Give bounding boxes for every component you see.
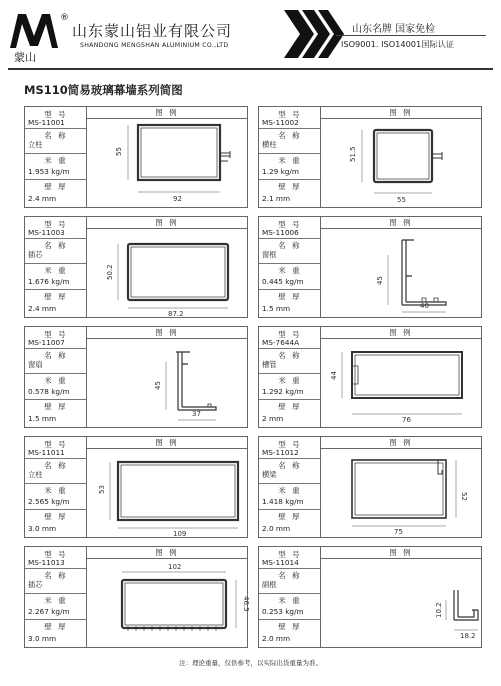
wall-label: 壁 厚: [278, 402, 302, 411]
logo-text: 蒙山: [14, 51, 36, 64]
weight-label: 米 重: [44, 376, 68, 385]
dim-height: 10.2: [435, 602, 443, 618]
name-label: 名 称: [278, 241, 302, 250]
weight-value: 0.253 kg/m: [262, 607, 304, 616]
model-label: 型 号: [278, 550, 302, 559]
row-divider: [25, 153, 87, 154]
dim-width: 109: [173, 530, 187, 538]
model-value: MS-11011: [28, 448, 65, 457]
dim-width: 102: [168, 563, 182, 571]
dim-height: 55: [115, 147, 123, 156]
weight-label: 米 重: [44, 266, 68, 275]
dim-width: 37: [192, 410, 201, 418]
wall-value: 2.1 mm: [262, 194, 291, 203]
dim-height: 53: [98, 485, 106, 494]
drawing-header: 图 例: [321, 217, 481, 229]
model-label: 型 号: [278, 330, 302, 339]
profile-drawing: [88, 340, 247, 427]
name-label: 名 称: [44, 461, 68, 470]
company-english-name: SHANDONG MENGSHAN ALUMINIUM CO.,LTD: [80, 42, 229, 49]
page-title: MS110简易玻璃幕墙系列简图: [24, 83, 183, 97]
wall-label: 壁 厚: [278, 512, 302, 521]
profile-card: [258, 436, 482, 538]
model-value: MS-11013: [28, 558, 65, 567]
chevron-icon: [284, 10, 344, 58]
weight-value: 0.578 kg/m: [28, 387, 70, 396]
wall-value: 3.0 mm: [28, 634, 57, 643]
name-label: 名 称: [44, 131, 68, 140]
model-label: 型 号: [44, 330, 68, 339]
drawing-header: 图 例: [321, 437, 481, 449]
name-value: 窗框: [262, 250, 277, 259]
row-divider: [259, 593, 321, 594]
row-divider: [25, 619, 87, 620]
wall-label: 壁 厚: [278, 182, 302, 191]
drawing-header: 图 例: [87, 547, 247, 559]
wall-value: 3.0 mm: [28, 524, 57, 533]
profile-card: [258, 546, 482, 648]
name-value: 插芯: [28, 250, 43, 259]
weight-label: 米 重: [278, 266, 302, 275]
drawing-header: 图 例: [321, 547, 481, 559]
row-divider: [25, 373, 87, 374]
weight-label: 米 重: [44, 486, 68, 495]
model-value: MS-11012: [262, 448, 299, 457]
name-value: 插芯: [28, 580, 43, 589]
wall-value: 1.5 mm: [262, 304, 291, 313]
wall-value: 2 mm: [262, 414, 284, 423]
brand-awards: 山东名牌 国家免检: [352, 24, 436, 35]
model-label: 型 号: [278, 220, 302, 229]
dim-height: 51.5: [349, 146, 357, 162]
model-value: MS-7644A: [262, 338, 300, 347]
model-value: MS-11003: [28, 228, 65, 237]
model-value: MS-11001: [28, 118, 65, 127]
dim-width: 92: [173, 195, 182, 203]
row-divider: [259, 128, 321, 129]
row-divider: [25, 348, 87, 349]
model-label: 型 号: [44, 550, 68, 559]
profile-info: [25, 437, 87, 537]
wall-label: 壁 厚: [44, 622, 68, 631]
weight-label: 米 重: [44, 596, 68, 605]
drawing-header: 图 例: [87, 217, 247, 229]
model-value: MS-11006: [262, 228, 299, 237]
drawing-header: 图 例: [87, 327, 247, 339]
row-divider: [259, 179, 321, 180]
profile-info: [25, 217, 87, 317]
profile-drawing: [88, 560, 250, 647]
row-divider: [25, 568, 87, 569]
row-divider: [25, 238, 87, 239]
name-value: 槽管: [262, 360, 277, 369]
row-divider: [259, 153, 321, 154]
weight-value: 1.29 kg/m: [262, 167, 299, 176]
drawing-header: 图 例: [87, 107, 247, 119]
profile-drawing: [322, 230, 481, 317]
wall-label: 壁 厚: [44, 292, 68, 301]
dim-height: 45: [154, 381, 162, 390]
dim-width: 87.2: [168, 310, 184, 318]
wall-label: 壁 厚: [278, 292, 302, 301]
weight-value: 2.267 kg/m: [28, 607, 70, 616]
weight-value: 1.676 kg/m: [28, 277, 70, 286]
profile-drawing: [88, 450, 247, 537]
row-divider: [259, 568, 321, 569]
model-value: MS-11014: [262, 558, 299, 567]
wall-label: 壁 厚: [44, 512, 68, 521]
row-divider: [259, 619, 321, 620]
weight-value: 0.445 kg/m: [262, 277, 304, 286]
brand-certification: ISO9001. ISO14001国际认证: [341, 39, 454, 49]
dim-height: 44: [330, 371, 338, 380]
row-divider: [25, 593, 87, 594]
wall-value: 2.0 mm: [262, 634, 291, 643]
wall-label: 壁 厚: [44, 402, 68, 411]
company-name: 山东蒙山铝业有限公司: [72, 22, 233, 40]
row-divider: [259, 483, 321, 484]
wall-value: 2.4 mm: [28, 194, 57, 203]
name-value: 立柱: [28, 140, 43, 149]
dim-width: 18.2: [460, 632, 476, 640]
profile-card: [24, 326, 248, 428]
page-header: [0, 0, 501, 70]
weight-value: 1.418 kg/m: [262, 497, 304, 506]
profile-drawing: [88, 230, 247, 317]
profile-info: [259, 547, 321, 647]
profile-info: [25, 327, 87, 427]
profile-info: [259, 107, 321, 207]
model-label: 型 号: [44, 220, 68, 229]
row-divider: [259, 458, 321, 459]
model-label: 型 号: [44, 110, 68, 119]
name-value: 窗扇: [28, 360, 43, 369]
header-rule: [8, 68, 493, 70]
name-label: 名 称: [278, 461, 302, 470]
profile-drawing: [322, 560, 481, 647]
name-label: 名 称: [44, 351, 68, 360]
profile-card: [24, 436, 248, 538]
weight-label: 米 重: [44, 156, 68, 165]
profile-info: [25, 107, 87, 207]
row-divider: [259, 509, 321, 510]
row-divider: [259, 373, 321, 374]
profile-card: [258, 326, 482, 428]
dim-height: 52: [460, 492, 468, 501]
name-label: 名 称: [278, 131, 302, 140]
row-divider: [25, 289, 87, 290]
dim-height: 46.5: [242, 596, 250, 612]
name-value: 副框: [262, 580, 277, 589]
weight-label: 米 重: [278, 596, 302, 605]
row-divider: [259, 263, 321, 264]
row-divider: [25, 483, 87, 484]
profile-info: [259, 327, 321, 427]
model-label: 型 号: [44, 440, 68, 449]
row-divider: [25, 399, 87, 400]
profile-drawing: [322, 340, 481, 427]
dim-height: 50.2: [106, 264, 114, 280]
row-divider: [25, 263, 87, 264]
profile-drawing: [322, 120, 481, 207]
drawing-header: 图 例: [87, 437, 247, 449]
profile-info: [25, 547, 87, 647]
row-divider: [259, 399, 321, 400]
profile-card: [24, 216, 248, 318]
row-divider: [25, 458, 87, 459]
row-divider: [259, 289, 321, 290]
dim-width: 55: [397, 196, 406, 204]
wall-value: 1.5 mm: [28, 414, 57, 423]
profile-drawing: [322, 450, 481, 537]
brand-divider: [336, 35, 486, 36]
weight-label: 米 重: [278, 156, 302, 165]
registered-mark: ®: [60, 13, 69, 23]
name-value: 横梁: [262, 470, 277, 479]
profile-card: [258, 216, 482, 318]
model-label: 型 号: [278, 110, 302, 119]
profile-card: [24, 546, 248, 648]
row-divider: [25, 509, 87, 510]
profile-card: [24, 106, 248, 208]
name-value: 横柱: [262, 140, 277, 149]
weight-value: 1.292 kg/m: [262, 387, 304, 396]
name-label: 名 称: [44, 241, 68, 250]
name-label: 名 称: [278, 571, 302, 580]
name-label: 名 称: [278, 351, 302, 360]
wall-label: 壁 厚: [278, 622, 302, 631]
row-divider: [259, 348, 321, 349]
drawing-header: 图 例: [321, 107, 481, 119]
model-value: MS-11002: [262, 118, 299, 127]
wall-value: 2.4 mm: [28, 304, 57, 313]
dim-width: 76: [402, 416, 411, 424]
weight-label: 米 重: [278, 486, 302, 495]
dim-height: 45: [376, 276, 384, 285]
profile-drawing: [88, 120, 247, 207]
weight-label: 米 重: [278, 376, 302, 385]
drawing-header: 图 例: [321, 327, 481, 339]
model-value: MS-11007: [28, 338, 65, 347]
name-label: 名 称: [44, 571, 68, 580]
row-divider: [259, 238, 321, 239]
weight-value: 1.953 kg/m: [28, 167, 70, 176]
row-divider: [25, 179, 87, 180]
name-value: 立柱: [28, 470, 43, 479]
dim-width: 40: [420, 302, 429, 310]
wall-label: 壁 厚: [44, 182, 68, 191]
row-divider: [25, 128, 87, 129]
company-logo: [8, 8, 70, 64]
footer-note: 注：理论重量，仅供参考，以实际出货重量为准。: [179, 659, 322, 667]
wall-value: 2.0 mm: [262, 524, 291, 533]
dim-width: 75: [394, 528, 403, 536]
model-label: 型 号: [278, 440, 302, 449]
profile-info: [259, 217, 321, 317]
profile-card: [258, 106, 482, 208]
weight-value: 2.565 kg/m: [28, 497, 70, 506]
profile-info: [259, 437, 321, 537]
